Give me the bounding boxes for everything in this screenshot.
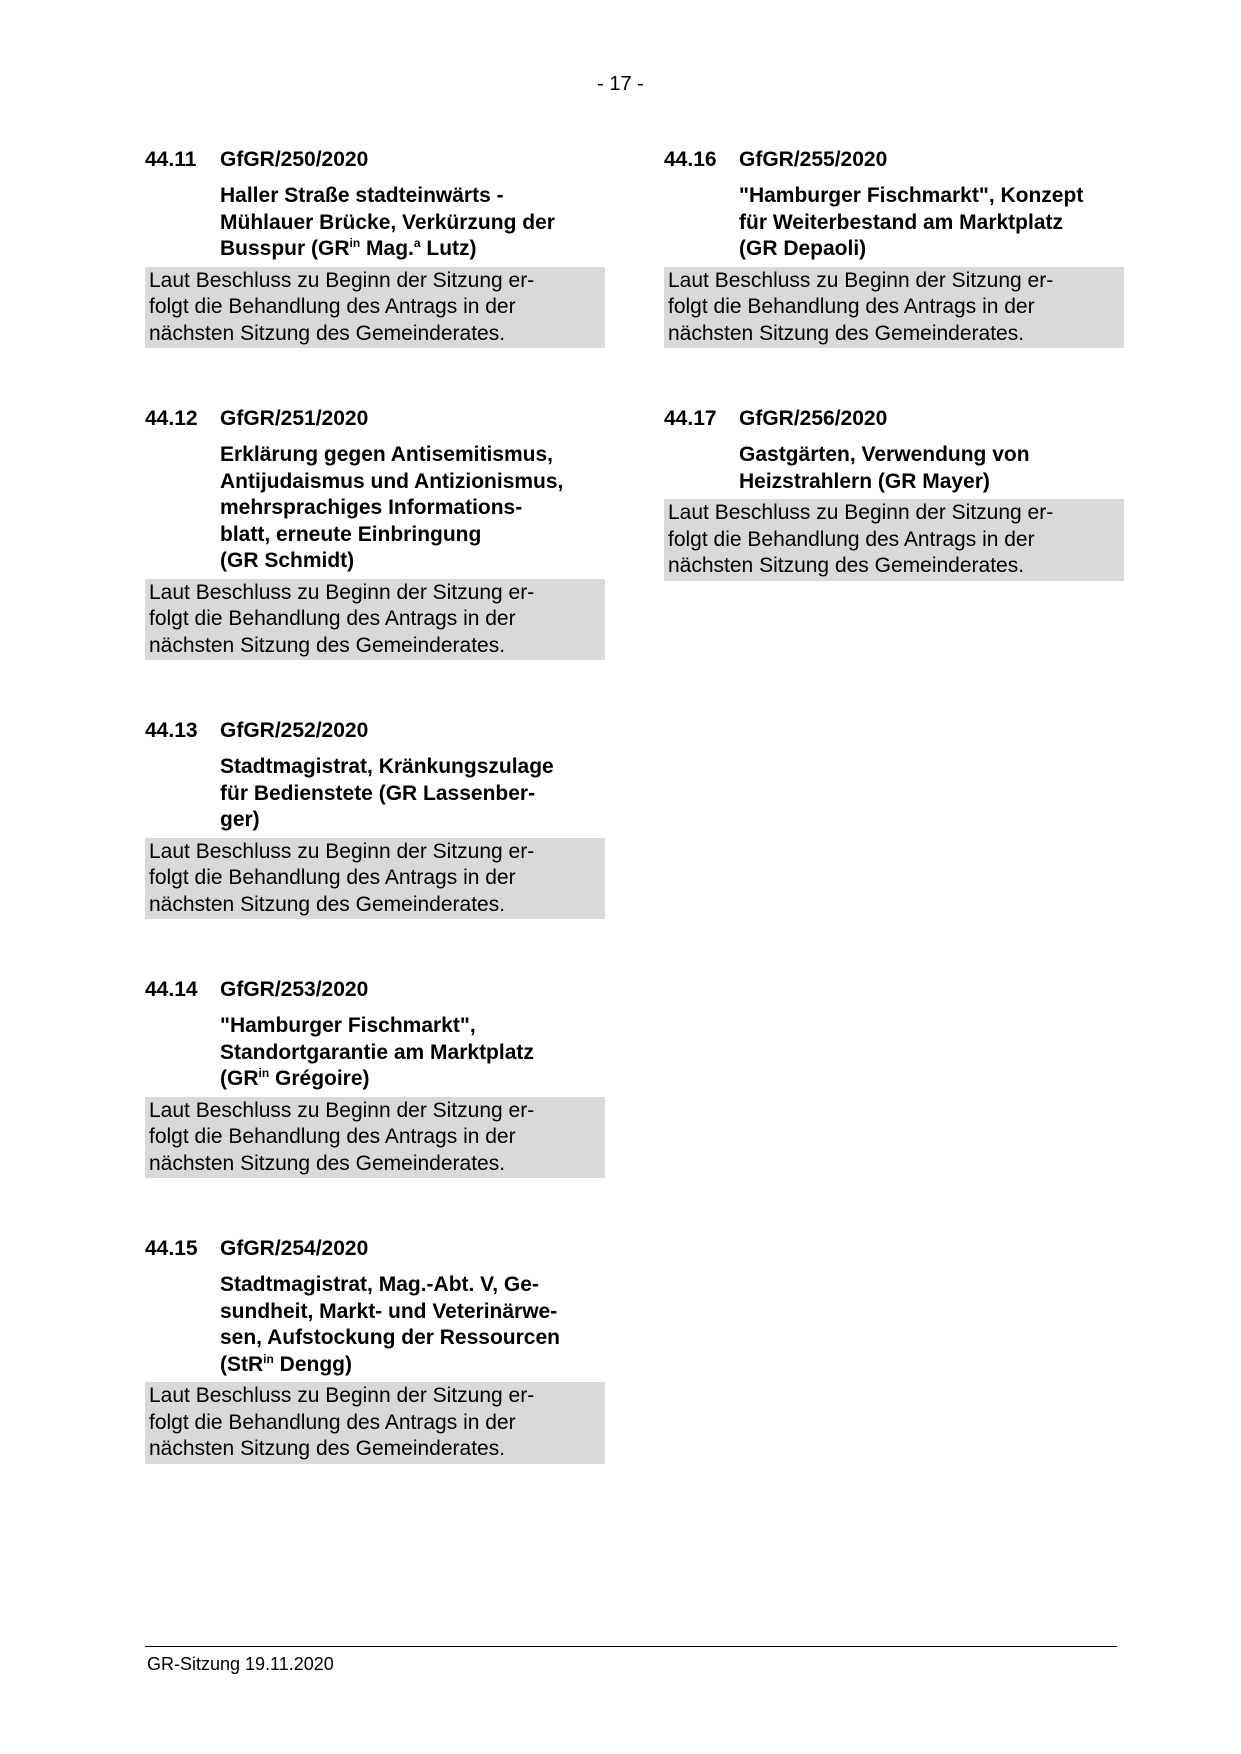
item-number: 44.16: [664, 148, 717, 171]
agenda-item-44-13: [145, 717, 605, 919]
item-reference: GfGR/250/2020: [220, 148, 369, 171]
agenda-item-44-12: [145, 405, 605, 660]
item-reference: GfGR/252/2020: [220, 719, 369, 742]
item-resolution: Laut Beschluss zu Beginn der Sitzung er- folgt die Behandlung des Antrags in der nächsten Sitzung des Gemeinderates.: [145, 267, 605, 349]
item-reference: GfGR/256/2020: [739, 407, 888, 430]
page-number: - 17 -: [597, 73, 644, 95]
item-reference: GfGR/254/2020: [220, 1237, 369, 1260]
item-number: 44.13: [145, 719, 198, 742]
item-title: Stadtmagistrat, Kränkungszulage für Bedienstete (GR Lassenber- ger): [220, 755, 554, 831]
item-resolution: Laut Beschluss zu Beginn der Sitzung er- folgt die Behandlung des Antrags in der nächsten Sitzung des Gemeinderates.: [664, 267, 1124, 349]
item-title: Erklärung gegen Antisemitismus, Antijudaismus und Antizionismus, mehrsprachiges Informations- blatt, erneute Einbringung (GR Schmidt): [220, 443, 564, 572]
item-resolution: Laut Beschluss zu Beginn der Sitzung er- folgt die Behandlung des Antrags in der nächsten Sitzung des Gemeinderates.: [145, 838, 605, 920]
agenda-item-44-16: [664, 146, 1124, 348]
item-reference: GfGR/253/2020: [220, 978, 369, 1001]
item-title: Haller Straße stadteinwärts - Mühlauer Brücke, Verkürzung der Busspur ($GR^{in}$ Mag.$^a$ Lutz): [220, 184, 555, 260]
item-resolution: Laut Beschluss zu Beginn der Sitzung er- folgt die Behandlung des Antrags in der nächsten Sitzung des Gemeinderates.: [145, 1097, 605, 1179]
item-number: 44.11: [145, 148, 197, 171]
agenda-item-44-17: [664, 405, 1124, 581]
item-number: 44.15: [145, 1237, 198, 1260]
agenda-item-44-14: [145, 976, 605, 1178]
item-resolution: Laut Beschluss zu Beginn der Sitzung er- folgt die Behandlung des Antrags in der nächsten Sitzung des Gemeinderates.: [664, 499, 1124, 581]
item-title: Stadtmagistrat, Mag.-Abt. V, Ge- sundheit, Markt- und Veterinärwe- sen, Aufstockung der Ressourcen (StR$^{in}$ Dengg): [220, 1273, 560, 1376]
item-title: "Hamburger Fischmarkt", Standortgarantie am Marktplatz ($GR^{in}$ Grégoire): [220, 1014, 534, 1090]
footer-divider: [145, 1646, 1117, 1647]
item-resolution: Laut Beschluss zu Beginn der Sitzung er- folgt die Behandlung des Antrags in der nächsten Sitzung des Gemeinderates.: [145, 1382, 605, 1464]
item-reference: GfGR/255/2020: [739, 148, 888, 171]
item-title: Gastgärten, Verwendung von Heizstrahlern (GR Mayer): [739, 443, 1030, 493]
agenda-item-44-11: [145, 146, 605, 348]
item-resolution: Laut Beschluss zu Beginn der Sitzung er- folgt die Behandlung des Antrags in der nächsten Sitzung des Gemeinderates.: [145, 579, 605, 661]
item-reference: GfGR/251/2020: [220, 407, 369, 430]
item-number: 44.14: [145, 978, 198, 1001]
item-number: 44.17: [664, 407, 717, 430]
footer-text: GR-Sitzung 19.11.2020: [147, 1654, 334, 1674]
item-title: "Hamburger Fischmarkt", Konzept für Weiterbestand am Marktplatz (GR Depaoli): [739, 184, 1084, 260]
agenda-item-44-15: [145, 1235, 605, 1464]
item-number: 44.12: [145, 407, 198, 430]
